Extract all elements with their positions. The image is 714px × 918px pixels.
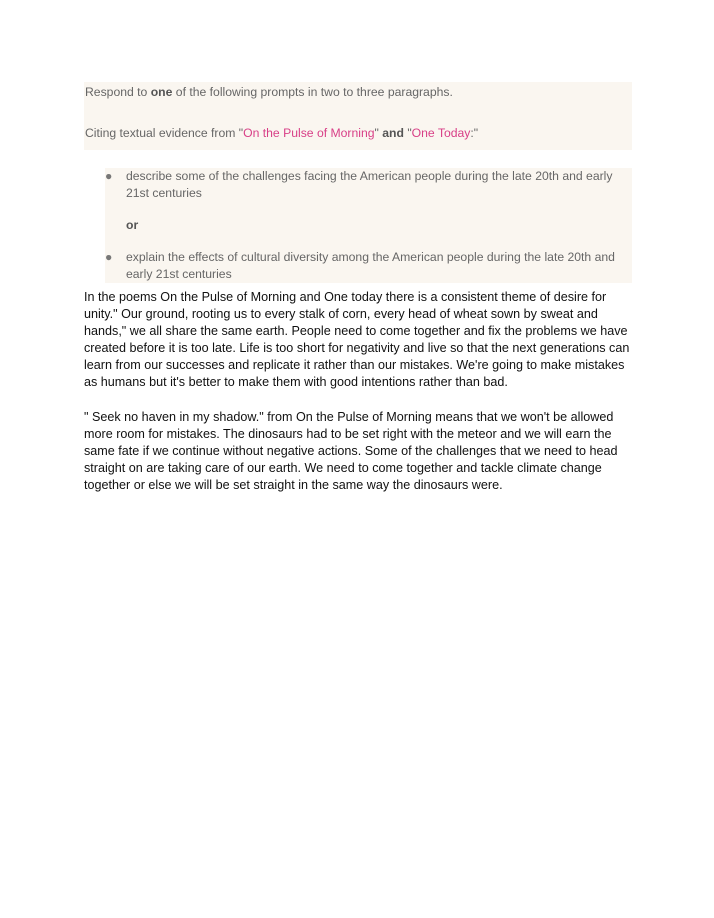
bullet-item-challenges (105, 168, 628, 202)
prompt-intro-text: Respond to (85, 85, 151, 99)
prompt-intro-bold: one (150, 85, 173, 99)
or-separator: or (126, 218, 139, 232)
bullet-icon: ● (105, 169, 113, 183)
prompt-box (84, 82, 632, 150)
response-paragraph-1: In the poems On the Pulse of Morning and One today there is a consistent theme of desire for unity." Our ground, rooting us to every stalk of corn, every head of wheat sown by sweat and hands," we all share the same earth. People need to come together and fix the problems we have created before it is too late. Life is too short for negativity and live so that the next generations can learn from our successes and replicate it rather than our mistakes. We're going to make mistakes as humans but it's better to make them with good intentions rather than bad. (84, 290, 630, 390)
student-response[interactable] (84, 289, 632, 494)
poem-title-pulse[interactable]: On the Pulse of Morning (243, 126, 375, 140)
citing-and: and (382, 126, 404, 140)
response-paragraph-2: " Seek no haven in my shadow." from On the Pulse of Morning means that we won't be allowed more room for mistakes. The dinosaurs had to be set right with the meteor and we will earn the same fate if we continue without negative actions. Some of the challenges that we need to head straight on are taking care of our earth. We need to come together and tackle climate change together or else we will be set straight in the same way the dinosaurs were. (84, 409, 618, 492)
bullet-text: explain the effects of cultural diversity among the American people during the late 20th and early 21st centuries (126, 250, 615, 281)
paragraph-gap (84, 392, 632, 409)
citing-quote: " (374, 126, 383, 140)
bullet-prompts (105, 168, 632, 283)
citing-quote-open: " (403, 126, 412, 140)
poem-title-one-today[interactable]: One Today (411, 126, 471, 140)
bullet-item-diversity (105, 249, 628, 283)
spacer (84, 150, 632, 168)
citing-quote-close: :" (470, 126, 479, 140)
prompt-intro (85, 83, 632, 125)
citing-text: Citing textual evidence from " (85, 126, 244, 140)
bullet-icon: ● (105, 250, 113, 264)
prompt-citing (85, 125, 632, 149)
bullet-text: describe some of the challenges facing the American people during the late 20th and early 21st centuries (126, 169, 613, 200)
document-page (84, 82, 632, 494)
prompt-intro-text-end: of the following prompts in two to three paragraphs. (172, 85, 453, 99)
